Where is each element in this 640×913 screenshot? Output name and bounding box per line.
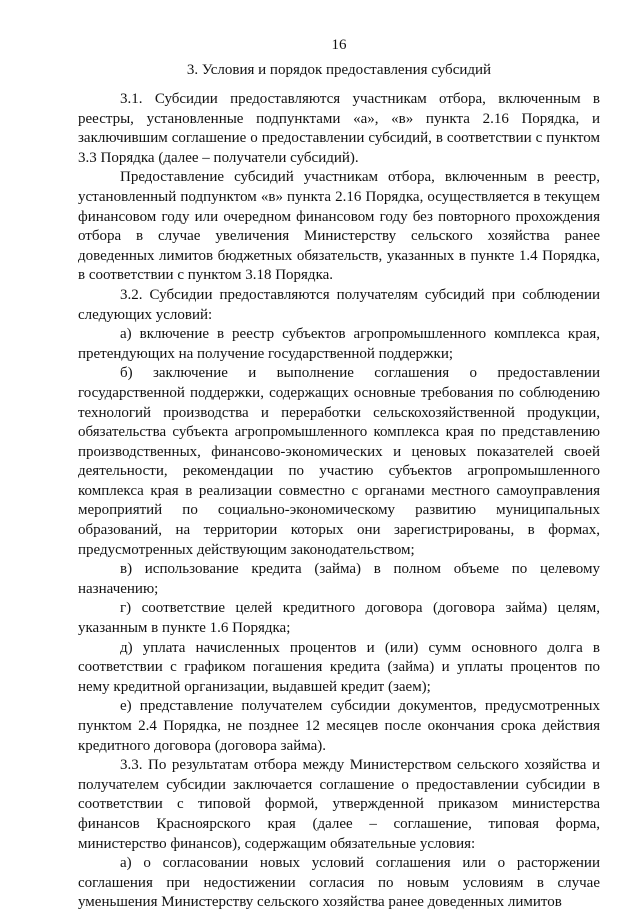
condition-d: д) уплата начисленных процентов и (или) сумм основного долга в соответствии с графиком погашения кредита (займа) и уплаты процентов по нему кредитной организации, выдавшей кредит (заем); [78,639,600,695]
paragraph-3-1-continued: Предоставление субсидий участникам отбора, включенным в реестр, установленный подпунктом «в» пункта 2.16 Порядка, осуществляется в текущем финансовом году или очередном финансовом году без повторного прохождения отбора в случае увеличения Министерству сельского хозяйства ранее доведенных лимитов бюджетных обязательств, указанных в пункте 1.4 Порядка, в соответствии с пунктом 3.18 Порядка. [78,169,600,284]
paragraph-3-3: 3.3. По результатам отбора между Министерством сельского хозяйства и получателем субсидии заключается соглашение о предоставлении субсидии в соответствии с типовой формой, утвержденной приказом министерства финансов Красноярского края (далее – соглашение, типовая форма, министерство финансов), содержащим обязательные условия: [78,757,600,852]
agreement-condition-a: а) о согласовании новых условий соглашения или о расторжении соглашения при недостижении согласия по новым условиям в случае уменьшения Министерству сельского хозяйства ранее доведенных лимитов [78,855,600,911]
document-page [78,36,600,913]
condition-e: е) представление получателем субсидии документов, предусмотренных пунктом 2.4 Порядка, не позднее 12 месяцев после окончания срока действия кредитного договора (договора займа). [78,698,600,754]
paragraph-3-1: 3.1. Субсидии предоставляются участникам отбора, включенным в реестры, установленные подпунктами «а», «в» пункта 2.16 Порядка, и заключившим соглашение о предоставлении субсидий, в соответствии с пунктом 3.3 Порядка (далее – получатели субсидий). [78,91,600,166]
condition-v: в) использование кредита (займа) в полном объеме по целевому назначению; [78,561,600,597]
condition-a: а) включение в реестр субъектов агропромышленного комплекса края, претендующих на получение государственной поддержки; [78,326,600,362]
paragraph-3-2: 3.2. Субсидии предоставляются получателям субсидий при соблюдении следующих условий: [78,286,600,323]
condition-g: г) соответствие целей кредитного договора (договора займа) целям, указанным в пункте 1.6 Порядка; [78,600,600,637]
page-number: 16 [331,37,347,53]
section-title: 3. Условия и порядок предоставления субсидий [186,62,492,78]
condition-b: б) заключение и выполнение соглашения о предоставлении государственной поддержки, содержащих основные требования по соблюдению технологий производства и переработки сельскохозяйственной продукции, обязательства субъекта агропромышленного комплекса края по представлению производственных, финансово-экономических и ценовых показателей своей деятельности, рекомендации по участию субъектов агропромышленного комплекса края в реализации совместно с органами местного самоуправления мероприятий по социально-экономическому развитию муниципальных образований, на территории которых они зарегистрированы, в формах, предусмотренных действующим законодательством; [78,365,600,558]
